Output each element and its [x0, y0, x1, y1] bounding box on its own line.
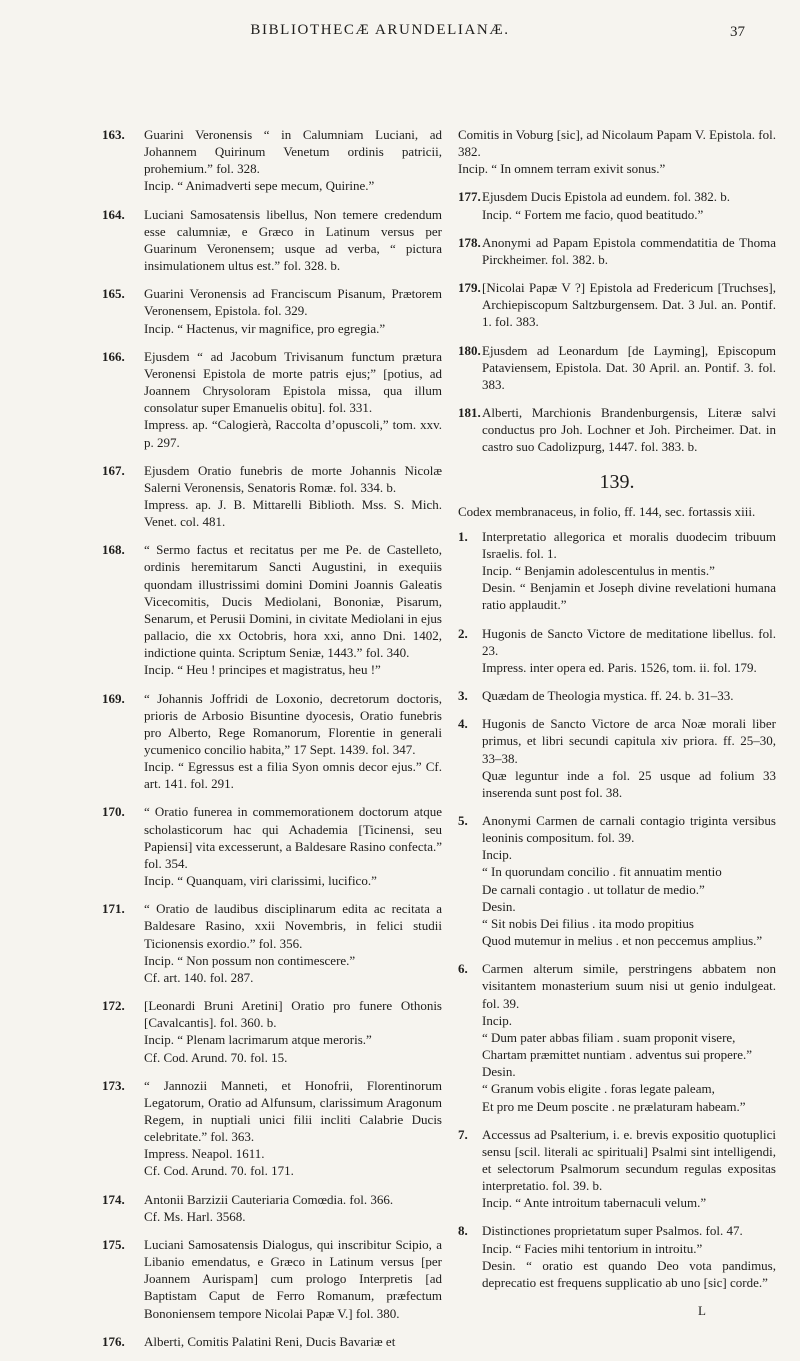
entry-line: Impress. ap. “Calogierà, Raccolta d’opuscoli,” tom. xxv. p. 297. — [144, 417, 442, 450]
entry-line: [Nicolai Papæ V ?] Epistola ad Fredericum [Truchses], Archiepiscopum Saltzburgensem. Dat. 3 Jul. an. Pontif. 1. fol. 383. — [482, 280, 776, 330]
entry-line: Incip. “ Egressus est a filia Syon omnis decor ejus.” Cf. art. 141. fol. 291. — [144, 759, 442, 792]
entry-line: Desin. “ oratio est quando Deo vota pandimus, deprecatio est frequens supplicatio ab uno [sic] corde.” — [482, 1257, 776, 1290]
entry-line: Chartam præmittet nuntiam . adventus sui propere.” — [482, 1047, 753, 1063]
entry-line: Cf. Ms. Harl. 3568. — [144, 1208, 246, 1224]
entry-line: Incip. “ Non possum non contimescere.” — [144, 952, 356, 968]
entry-line: Distinctiones proprietatum super Psalmos. fol. 47. — [482, 1223, 743, 1239]
entry-number: 175. — [102, 1236, 125, 1252]
left-column — [102, 126, 442, 1361]
entry-line: Impress. Neapol. 1611. — [144, 1146, 265, 1162]
entry-line: Quædam de Theologia mystica. ff. 24. b. 31–33. — [482, 688, 734, 704]
catalogue-entry — [102, 900, 442, 986]
catalogue-entry — [102, 348, 442, 451]
catalogue-entry — [458, 1126, 776, 1212]
entry-line: Desin. — [482, 898, 516, 914]
page-header — [0, 22, 800, 46]
entry-line: Guarini Veronensis ad Franciscum Pisanum, Prætorem Veronensem, Epistola. fol. 329. — [144, 286, 442, 319]
catalogue-entry — [458, 812, 776, 949]
entry-line: [Leonardi Bruni Aretini] Oratio pro funere Othonis [Cavalcantis]. fol. 360. b. — [144, 998, 442, 1031]
entry-number: 4. — [458, 716, 468, 732]
catalogue-entry — [458, 625, 776, 676]
entry-line: Ejusdem ad Leonardum [de Layming], Episcopum Pataviensem, Epistola. Dat. 30 April. an. Pontif. 3. fol. 383. — [482, 342, 776, 392]
right-column — [458, 126, 776, 1319]
entry-line: “ Jannozii Manneti, et Honofrii, Florentinorum Legatorum, Oratio ad Alfunsum, clarissimum Aragonum Regem, in nuptiali unici filii incliti Calabrie Ducis celebritate.” fol. 363. — [144, 1077, 442, 1145]
catalogue-entry — [102, 1077, 442, 1180]
catalogue-entry — [458, 715, 776, 801]
entry-number: 167. — [102, 462, 125, 478]
entry-line: Incip. “ Facies mihi tentorium in introitu.” — [482, 1240, 703, 1256]
entry-line: Quod mutemur in melius . et non peccemus amplius.” — [482, 933, 763, 949]
entry-number: 1. — [458, 528, 468, 544]
entry-line: Cf. Cod. Arund. 70. fol. 15. — [144, 1049, 288, 1065]
entry-line: Carmen alterum simile, perstringens abbatem non visitantem monasterium suum nisi ut genio indulgeat. fol. 39. — [482, 961, 776, 1011]
entry-line: Ejusdem Oratio funebris de morte Johannis Nicolæ Salerni Veronensis, Senatoris Romæ. fol. 334. b. — [144, 462, 442, 495]
entry-line: Luciani Samosatensis libellus, Non temere credendum esse calumniæ, e Græco in Latinum versus per Guarinum Veronensem; usque ad verba, “ pictura insimulationem ultus est.” fol. 328. b. — [144, 206, 442, 274]
entry-number: 169. — [102, 690, 125, 706]
entry-line: Desin. — [482, 1064, 516, 1080]
catalogue-entry — [102, 690, 442, 793]
entry-line: Alberti, Comitis Palatini Reni, Ducis Bavariæ et — [144, 1333, 396, 1349]
codex-number: 139. — [599, 470, 635, 493]
entry-line: Hugonis de Sancto Victore de arca Noæ morali liber primus, et libri secundi capitula xiv priora. ff. 25–30, 33–38. — [482, 716, 776, 766]
entry-number: 165. — [102, 286, 125, 302]
entry-line: “ Oratio funerea in commemorationem doctorum atque scholasticorum hac qui Achademia [Ticinensi, seu Papiensi] vita excesserunt, a Baldesare Rasino confecta.” fol. 354. — [144, 804, 442, 871]
entry-line: Anonymi Carmen de carnali contagio triginta versibus leoninis compositum. fol. 39. — [482, 813, 776, 846]
catalogue-entry — [102, 1191, 442, 1225]
entry-line: Incip. “ Quanquam, viri clarissimi, lucifico.” — [144, 873, 377, 889]
entry-number: 3. — [458, 688, 468, 704]
entry-line: Hugonis de Sancto Victore de meditatione libellus. fol. 23. — [482, 625, 776, 658]
entry-line: Impress. ap. J. B. Mittarelli Biblioth. Mss. S. Mich. Venet. col. 481. — [144, 496, 442, 530]
entry-number: 6. — [458, 961, 468, 977]
catalogue-entry — [102, 206, 442, 275]
catalogue-entry — [458, 960, 776, 1114]
entry-line: “ In quorundam concilio . fit annuatim mentio — [482, 864, 722, 880]
catalogue-entry — [458, 687, 776, 704]
entry-number: 173. — [102, 1077, 125, 1093]
entry-line: Ejusdem “ ad Jacobum Trivisanum functum prætura Veronensi Epistola de morte patris ejus;” [potius, ad Joannem Chrysoloram Epistola missa, qua illum consolatur super Emanuelis obitu]. fol. 331. — [144, 348, 442, 416]
entry-line: Incip. — [482, 847, 512, 863]
entry-number: 7. — [458, 1126, 468, 1142]
entry-line: Alberti, Marchionis Brandenburgensis, Literæ salvi conductus pro Joh. Lochner et Joh. Pircheimer. Dat. in castro suo Cadolizpurg, 1447. fol. 383. b. — [482, 405, 776, 455]
running-title: BIBLIOTHECÆ ARUNDELIANÆ. — [250, 22, 510, 38]
entries-before-section — [458, 188, 776, 455]
catalogue-entry — [458, 404, 776, 455]
entry-number: 181. — [458, 405, 481, 421]
entry-line: Incip. “ Animadverti sepe mecum, Quirine.” — [144, 178, 375, 194]
entry-line: Luciani Samosatensis Dialogus, qui inscribitur Scipio, a Libanio emendatus, e Græco in Latinum versus [per Joannem Aurispam] cum prologo Interpretis [ad Baptistam Caput de Ferro Romanum, præfectum Bononiensem tempore Nicolai Papæ V.] fol. 380. — [144, 1236, 442, 1321]
catalogue-entry — [102, 126, 442, 195]
entry-line: Desin. “ Benjamin et Joseph divine revelationi humana ratio applaudit.” — [482, 580, 776, 613]
continued-entry — [458, 126, 776, 177]
entry-line: “ Sermo factus et recitatus per me Pe. de Castelleto, ordinis heremitarum Sancti Augustini, in exequiis quondam illustrissimi domini Domini Joannis Galeatis Vicecomitis, Ducis Mediolani, Bononiæ, Pisarum, Senarum, et Perusii Domini, in civitate Mediolani in ejus pallacio, die xx Octobris, hora xxi, anno Dni. 1402, indictione quinta. Scriptum Seniæ, 1443.” fol. 340. — [144, 542, 442, 661]
entry-number: 174. — [102, 1191, 125, 1207]
entry-line: Incip. — [482, 1012, 512, 1028]
entry-line: Impress. inter opera ed. Paris. 1526, tom. ii. fol. 179. — [482, 659, 757, 675]
entry-number: 166. — [102, 348, 125, 364]
catalogue-entry — [458, 1222, 776, 1291]
entry-line: Incip. “ Fortem me facio, quod beatitudo.” — [482, 206, 704, 222]
entry-number: 179. — [458, 280, 481, 296]
entry-number: 177. — [458, 189, 481, 205]
page-number: 37 — [730, 24, 745, 40]
entry-line: Anonymi ad Papam Epistola commendatitia de Thoma Pirckheimer. fol. 382. b. — [482, 234, 776, 267]
entry-number: 171. — [102, 901, 125, 917]
entry-line: Cf. art. 140. fol. 287. — [144, 969, 254, 985]
entry-line: Incip. “ Heu ! principes et magistratus, heu !” — [144, 662, 381, 678]
entry-number: 8. — [458, 1223, 468, 1239]
entry-line: Guarini Veronensis “ in Calumniam Luciani, ad Johannem Quirinum Venetum ordinis patricii, prohemium.” fol. 328. — [144, 127, 442, 177]
entry-number: 168. — [102, 542, 125, 558]
entry-number: 172. — [102, 998, 125, 1014]
entry-line: Incip. “ Ante introitum tabernaculi velum.” — [482, 1195, 707, 1211]
entry-number: 176. — [102, 1333, 125, 1349]
catalogue-entry — [458, 279, 776, 330]
catalogue-entry — [102, 462, 442, 531]
catalogue-entry — [102, 997, 442, 1066]
catalogue-entry — [458, 188, 776, 222]
entry-number: 163. — [102, 127, 125, 142]
catalogue-entry — [102, 803, 442, 889]
entry-line: “ Dum pater abbas filiam . suam proponit visere, — [482, 1029, 736, 1045]
entries-after-section — [458, 528, 776, 1291]
entry-line: Ejusdem Ducis Epistola ad eundem. fol. 382. b. — [482, 189, 731, 205]
entry-number: 2. — [458, 625, 468, 641]
entry-line: De carnali contagio . ut tollatur de medio.” — [482, 881, 705, 897]
entry-line: Interpretatio allegorica et moralis duodecim tribuum Israelis. fol. 1. — [482, 528, 776, 561]
catalogue-entry — [458, 528, 776, 614]
entry-line: “ Oratio de laudibus disciplinarum edita ac recitata a Baldesare Rasino, xxii Novembris, in felici studii Ticionensis exordio.” fol. 356. — [144, 901, 442, 951]
entry-line: Antonii Barzizii Cauteriaria Comœdia. fol. 366. — [144, 1191, 394, 1207]
catalogue-entry — [458, 342, 776, 393]
entry-line: Incip. “ Hactenus, vir magnifice, pro egregia.” — [144, 320, 386, 336]
catalogue-entry — [458, 234, 776, 268]
catalogue-entry — [102, 1333, 442, 1350]
entry-line: Quæ leguntur inde a fol. 25 usque ad folium 33 inserenda sunt post fol. 38. — [482, 767, 776, 800]
entry-number: 180. — [458, 342, 481, 358]
entry-line: “ Sit nobis Dei filius . ita modo propitius — [482, 915, 694, 931]
entry-line: Cf. Cod. Arund. 70. fol. 171. — [144, 1163, 294, 1179]
signature-mark: L — [698, 1303, 706, 1319]
codex-description: Codex membranaceus, in folio, ff. 144, sec. fortassis xiii. — [458, 503, 756, 519]
catalogue-entry — [102, 541, 442, 678]
entry-line: Accessus ad Psalterium, i. e. brevis expositio quotuplici sensu [scil. literali ac spirituali] Psalmi sint intelligendi, et selectorum Psalmorum secundum regulas expositas interpretatio. fol. 39. b. — [482, 1126, 776, 1194]
entry-line: “ Granum vobis eligite . foras legate paleam, — [482, 1081, 715, 1097]
entry-number: 5. — [458, 813, 468, 828]
catalogue-entry — [102, 1236, 442, 1322]
entry-line: Comitis in Voburg [sic], ad Nicolaum Papam V. Epistola. fol. 382. — [458, 127, 776, 160]
entry-number: 164. — [102, 206, 125, 222]
entry-line: Incip. “ Plenam lacrimarum atque meroris.” — [144, 1032, 372, 1048]
entry-number: 178. — [458, 234, 481, 250]
entry-number: 170. — [102, 804, 125, 820]
entry-line: Incip. “ In omnem terram exivit sonus.” — [458, 161, 666, 177]
entry-line: Incip. “ Benjamin adolescentulus in mentis.” — [482, 563, 715, 579]
entry-line: “ Johannis Joffridi de Loxonio, decretorum doctoris, prioris de Arbosio Bisuntine dyocesis, Oratio funebris pro Alberto, Rege Romanorum, Florentie in generali ycumenico concilio habita,” 17 Sept. 1439. fol. 347. — [144, 690, 442, 757]
entry-line: Et pro me Deum poscite . ne prælaturam habeam.” — [482, 1098, 746, 1114]
catalogue-entry — [102, 285, 442, 336]
